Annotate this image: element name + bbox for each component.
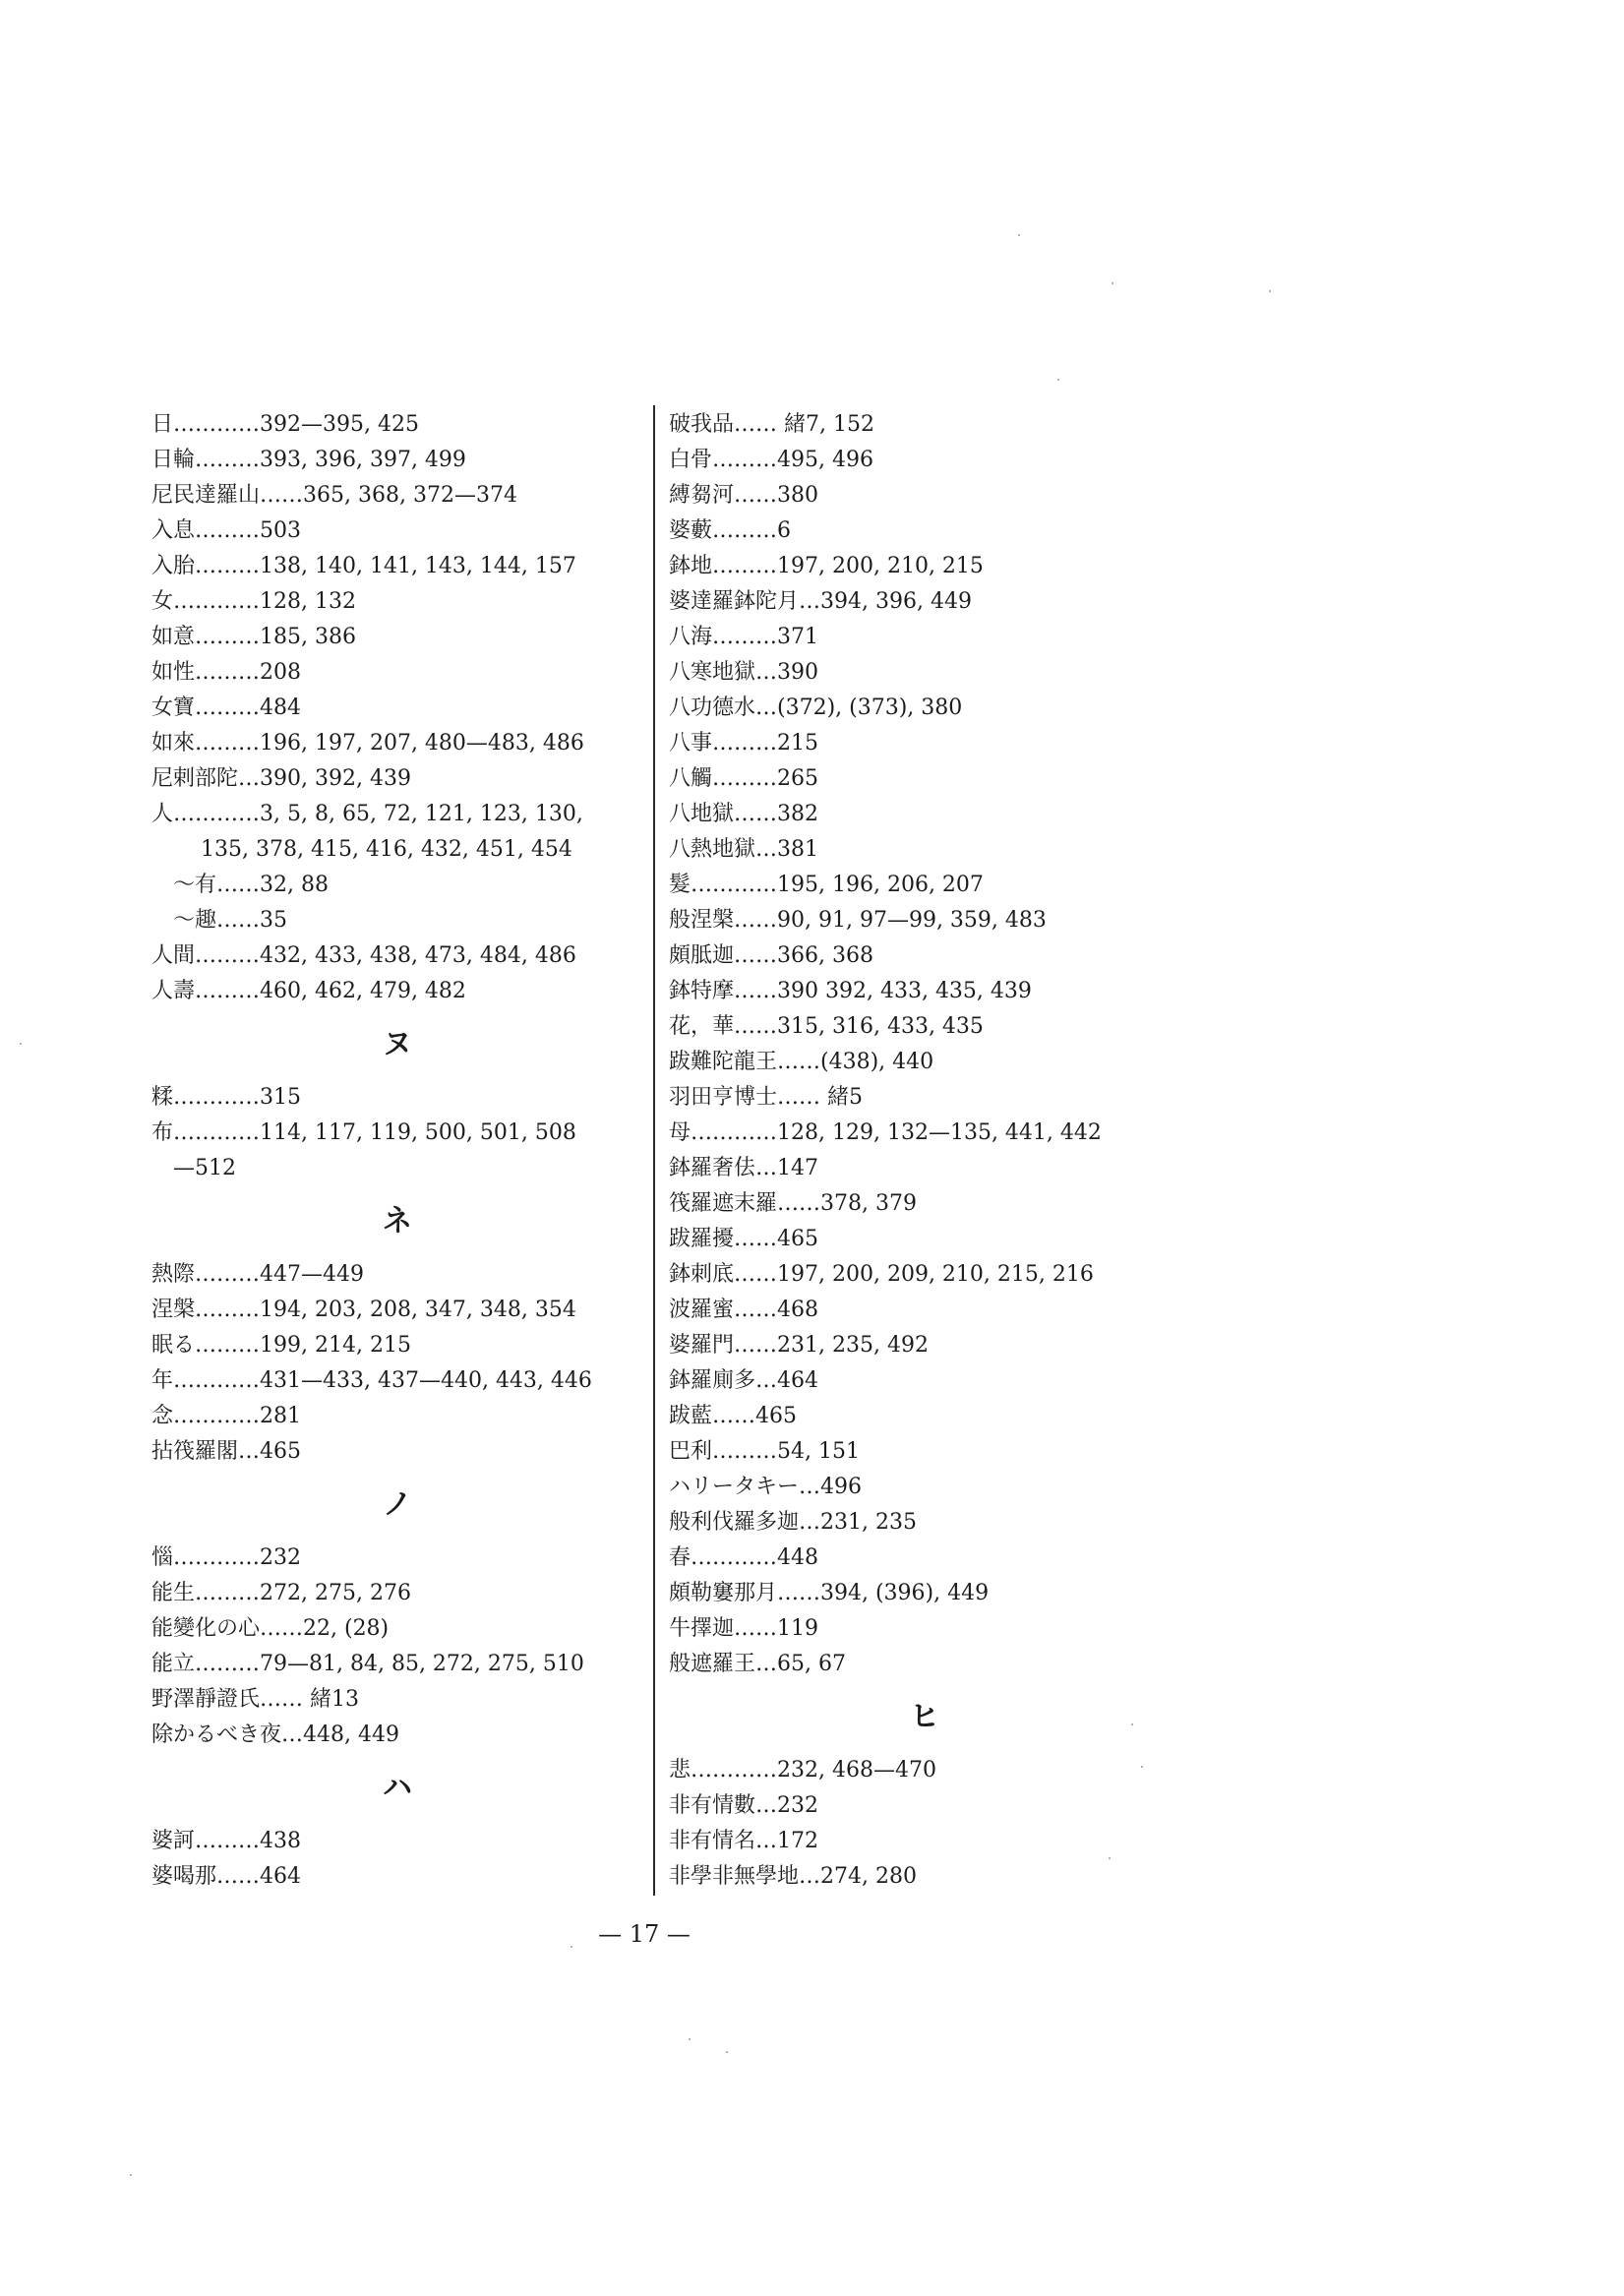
index-entry: 筏羅遮末羅……378, 379 xyxy=(669,1191,917,1216)
index-subentry: ～有……32, 88 xyxy=(173,873,329,897)
index-entry: 春…………448 xyxy=(669,1545,818,1570)
index-entry: 婆藪………6 xyxy=(669,518,791,543)
index-entry: 跋藍……465 xyxy=(669,1404,797,1428)
index-entry: 縛芻河……380 xyxy=(669,483,818,508)
index-entry: 尼民達羅山……365, 368, 372—374 xyxy=(151,483,517,508)
index-entry: 惱…………232 xyxy=(151,1545,301,1570)
scan-speck xyxy=(1131,1723,1133,1725)
scan-speck xyxy=(1269,290,1271,292)
index-entry: ハリータキー…496 xyxy=(669,1475,862,1499)
scan-speck xyxy=(130,2174,132,2176)
index-entry: 鉢刺底……197, 200, 209, 210, 215, 216 xyxy=(669,1262,1094,1287)
index-entry: 婆羅門……231, 235, 492 xyxy=(669,1333,929,1358)
index-entry: 婆訶………438 xyxy=(151,1829,301,1853)
index-entry: 母…………128, 129, 132—135, 441, 442 xyxy=(669,1120,1102,1145)
index-entry: 牛擇迦……119 xyxy=(669,1616,818,1641)
index-entry: 婆喝那……464 xyxy=(151,1864,301,1889)
scan-speck xyxy=(1112,282,1113,284)
index-entry: 女寶………484 xyxy=(151,695,301,720)
section-heading: ノ xyxy=(383,1487,412,1522)
index-entry: 般遮羅王…65, 67 xyxy=(669,1652,846,1676)
index-entry: 八寒地獄…390 xyxy=(669,660,818,685)
index-entry: 白骨………495, 496 xyxy=(669,448,873,472)
index-entry: 波羅蜜……468 xyxy=(669,1298,818,1322)
index-entry: 念…………281 xyxy=(151,1404,301,1428)
index-entry: 日輪………393, 396, 397, 499 xyxy=(151,448,466,472)
index-entry: 般涅槃……90, 91, 97—99, 359, 483 xyxy=(669,908,1047,933)
index-entry: 花，華……315, 316, 433, 435 xyxy=(669,1014,984,1039)
index-entry: 人間………432, 433, 438, 473, 484, 486 xyxy=(151,943,576,968)
index-entry: 女…………128, 132 xyxy=(151,589,356,614)
index-entry: 八地獄……382 xyxy=(669,802,818,826)
index-entry: 糅…………315 xyxy=(151,1085,301,1110)
scan-speck xyxy=(1141,1766,1143,1768)
index-entry: 如性………208 xyxy=(151,660,301,685)
index-left-column xyxy=(151,407,643,1895)
index-entry: 婆達羅鉢陀月…394, 396, 449 xyxy=(669,589,972,614)
index-entry: 鉢地………197, 200, 210, 215 xyxy=(669,554,984,578)
section-heading: ヌ xyxy=(383,1027,412,1061)
index-subentry: ～趣……35 xyxy=(173,908,287,933)
index-entry: 八事………215 xyxy=(669,731,818,755)
index-entry: 入胎………138, 140, 141, 143, 144, 157 xyxy=(151,554,576,578)
index-entry: 非有情數…232 xyxy=(669,1793,818,1818)
index-entry: 髮…………195, 196, 206, 207 xyxy=(669,873,984,897)
scan-speck xyxy=(1018,234,1020,236)
index-entry: 野澤靜證氏…… 緒13 xyxy=(151,1687,359,1712)
index-entry-continuation: —512 xyxy=(173,1156,236,1180)
scan-speck xyxy=(1109,1857,1111,1859)
section-heading: ヒ xyxy=(910,1700,939,1734)
index-entry: 非有情名…172 xyxy=(669,1829,818,1853)
index-entry: 能變化の心……22, (28) xyxy=(151,1616,390,1641)
scan-speck xyxy=(1057,379,1059,381)
index-entry: 拈筏羅閣…465 xyxy=(151,1439,301,1464)
index-entry: 頗勒窶那月……394, (396), 449 xyxy=(669,1581,990,1605)
index-entry: 人…………3, 5, 8, 65, 72, 121, 123, 130, xyxy=(151,802,583,826)
index-entry: 能立………79—81, 84, 85, 272, 275, 510 xyxy=(151,1652,584,1676)
index-entry: 鉢羅奢佉…147 xyxy=(669,1156,818,1180)
index-entry: 入息………503 xyxy=(151,518,301,543)
index-entry: 眠る………199, 214, 215 xyxy=(151,1333,411,1358)
index-entry: 悲…………232, 468—470 xyxy=(669,1758,936,1782)
index-entry: 熱際………447—449 xyxy=(151,1262,364,1287)
index-entry: 人壽………460, 462, 479, 482 xyxy=(151,979,466,1003)
index-entry: 能生………272, 275, 276 xyxy=(151,1581,411,1605)
index-entry: 八功德水…(372), (373), 380 xyxy=(669,695,963,720)
page-number: — 17 — xyxy=(598,1920,691,1948)
section-heading: ハ xyxy=(383,1771,412,1805)
index-entry: 頗胝迦……366, 368 xyxy=(669,943,873,968)
index-entry: 涅槃………194, 203, 208, 347, 348, 354 xyxy=(151,1298,576,1322)
index-entry: 八觸………265 xyxy=(669,766,818,791)
index-entry: 般利伐羅多迦…231, 235 xyxy=(669,1510,917,1535)
index-entry: 跋羅擾……465 xyxy=(669,1227,818,1251)
index-entry: 如意………185, 386 xyxy=(151,625,356,649)
index-entry: 非學非無學地…274, 280 xyxy=(669,1864,917,1889)
index-right-column xyxy=(669,407,1180,1895)
scan-speck xyxy=(571,1946,572,1948)
index-entry: 鉢羅廁多…464 xyxy=(669,1368,818,1393)
index-entry: 除かるべき夜…448, 449 xyxy=(151,1722,399,1747)
index-entry: 跋難陀龍王……(438), 440 xyxy=(669,1050,934,1074)
index-entry: 日…………392—395, 425 xyxy=(151,412,419,437)
index-entry: 年…………431—433, 437—440, 443, 446 xyxy=(151,1368,592,1393)
scan-speck xyxy=(726,2051,728,2053)
index-entry: 破我品…… 緒7, 152 xyxy=(669,412,874,437)
index-entry-continuation: 135, 378, 415, 416, 432, 451, 454 xyxy=(201,837,572,862)
column-divider xyxy=(653,405,655,1896)
index-entry: 八海………371 xyxy=(669,625,818,649)
index-entry: 鉢特摩……390 392, 433, 435, 439 xyxy=(669,979,1032,1003)
index-entry: 八熱地獄…381 xyxy=(669,837,818,862)
index-entry: 尼剌部陀…390, 392, 439 xyxy=(151,766,411,791)
section-heading: ネ xyxy=(383,1204,412,1239)
index-entry: 如來………196, 197, 207, 480—483, 486 xyxy=(151,731,584,755)
scan-speck xyxy=(20,1043,22,1045)
index-entry: 羽田亨博士…… 緒5 xyxy=(669,1085,863,1110)
index-entry: 布…………114, 117, 119, 500, 501, 508 xyxy=(151,1120,576,1145)
index-entry: 巴利………54, 151 xyxy=(669,1439,860,1464)
scan-speck xyxy=(689,2038,691,2040)
